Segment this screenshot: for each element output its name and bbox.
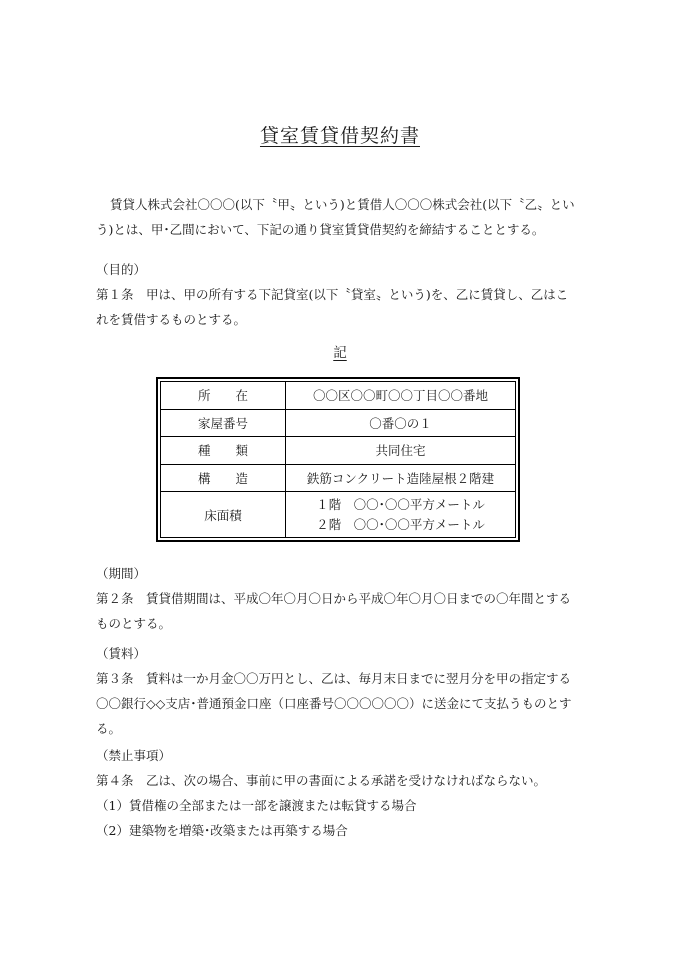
article-2-line-2: ものとする。 [96, 616, 172, 631]
article-4-heading: （禁止事項） [96, 748, 172, 763]
article-3-line-3: る。 [96, 721, 122, 736]
type-label: 種 類 [161, 437, 286, 465]
floor-area-line-2: ２階 〇〇･〇〇平方メートル [316, 516, 485, 532]
document-title [0, 121, 680, 148]
article-2-line-1: 第２条 賃貸借期間は、平成〇年〇月〇日から平成〇年〇月〇日までの〇年間とする [96, 591, 572, 606]
table-row [161, 382, 516, 410]
preamble-line-1: 賃貸人株式会社〇〇〇(以下〝甲〟という)と賃借人〇〇〇株式会社(以下〝乙〟とい [110, 197, 575, 212]
ki-text: 記 [333, 345, 347, 361]
house-number-value: 〇番〇の１ [286, 409, 516, 437]
location-value: 〇〇区〇〇町〇〇丁目〇〇番地 [286, 382, 516, 410]
house-number-label: 家屋番号 [161, 409, 286, 437]
structure-label: 構 造 [161, 464, 286, 492]
type-value: 共同住宅 [286, 437, 516, 465]
article-1-line-2: れを賃借するものとする。 [96, 312, 247, 327]
article-4-item-2: （2）建築物を増築･改築または再築する場合 [96, 823, 348, 838]
ki-heading [0, 341, 680, 361]
table-row [161, 409, 516, 437]
structure-value: 鉄筋コンクリート造陸屋根２階建 [286, 464, 516, 492]
floor-area-line-1: １階 〇〇･〇〇平方メートル [316, 496, 485, 512]
table-row [161, 437, 516, 465]
article-2-heading: （期間） [96, 566, 147, 581]
article-3-line-2: 〇〇銀行◇◇支店･普通預金口座（口座番号〇〇〇〇〇〇）に送金にて支払うものとす [96, 696, 572, 711]
article-4-line-1: 第４条 乙は、次の場合、事前に甲の書面による承諾を受けなければならない。 [96, 773, 547, 788]
table-row [161, 492, 516, 538]
article-1-line-1: 第１条 甲は、甲の所有する下記貸室(以下〝貸室〟という)を、乙に賃貸し、乙はこ [96, 287, 569, 302]
article-2 [96, 561, 592, 636]
article-4-item-1: （1）賃借権の全部または一部を譲渡または転貸する場合 [96, 798, 417, 813]
article-3-heading: （賃料） [96, 646, 147, 661]
floor-area-value [286, 492, 516, 538]
article-1 [96, 257, 592, 332]
article-3 [96, 641, 592, 741]
preamble [96, 192, 596, 242]
article-1-heading: （目的） [96, 262, 147, 277]
preamble-line-2: う)とは、甲･乙間において、下記の通り貸室賃貸借契約を締結することとする。 [96, 222, 545, 237]
floor-area-label: 床面積 [161, 492, 286, 538]
document-title-text: 貸室賃貸借契約書 [259, 125, 420, 147]
property-table [160, 381, 516, 538]
article-4 [96, 743, 592, 843]
property-table-frame [156, 377, 520, 542]
article-3-line-1: 第３条 賃料は一か月金〇〇万円とし、乙は、毎月末日までに翌月分を甲の指定する [96, 671, 572, 686]
table-row [161, 464, 516, 492]
location-label: 所 在 [161, 382, 286, 410]
